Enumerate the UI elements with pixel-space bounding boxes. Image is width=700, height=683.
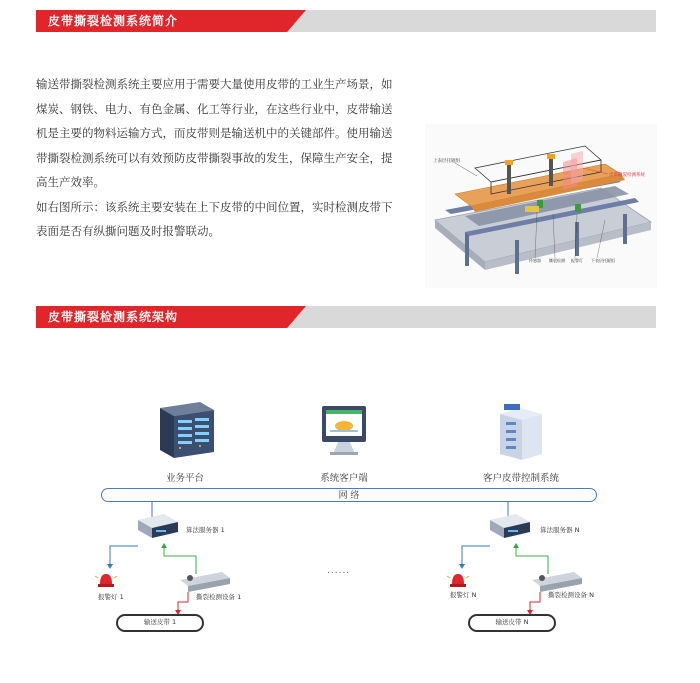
device-1-label: 撕裂检测设备 1 bbox=[196, 593, 242, 601]
control-cabinet-icon bbox=[500, 404, 542, 460]
photo-label-right: 皮带撕裂检测系统 bbox=[609, 173, 645, 178]
alarm-1-label: 报警灯 1 bbox=[98, 593, 124, 601]
photo-label-bottom-1: 传感器 bbox=[529, 258, 541, 263]
customer-control-label: 客户皮带控制系统 bbox=[482, 473, 559, 484]
alarm-light-1-icon bbox=[95, 574, 117, 587]
photo-label-bottom-4: 下表层托辊组 bbox=[591, 258, 615, 263]
network-label: 网 络 bbox=[338, 491, 360, 501]
intro-paragraph-1: 输送带撕裂检测系统主要应用于需要大量使用皮带的工业生产场景，如煤炭、钢铁、电力、有色金属、化工等行业，在这些行业中，皮带输送机是主要的物料运输方式，而皮带则是输送机中的关键部件。使用输送带撕裂检测系统可以有效预防皮带撕裂事故的发生，保障生产安全，提高生产效率。 bbox=[36, 77, 393, 189]
business-platform-label: 业务平台 bbox=[165, 473, 204, 484]
photo-label-top-left: 上表层托辊组 bbox=[433, 159, 460, 164]
section-title: 皮带撕裂检测系统简介 bbox=[48, 14, 179, 28]
client-label: 系统客户端 bbox=[320, 473, 368, 484]
server-n-label: 算法服务器 N bbox=[540, 526, 580, 534]
network-bar bbox=[101, 488, 597, 502]
belt-1-label: 输送皮带 1 bbox=[143, 618, 177, 626]
ellipsis: ...... bbox=[327, 566, 351, 576]
conveyor-belt-n bbox=[468, 614, 556, 632]
algorithm-server-1-icon bbox=[138, 514, 178, 538]
server-1-label: 算法服务器 1 bbox=[186, 526, 225, 534]
alarm-n-label: 报警灯 N bbox=[450, 591, 477, 599]
alarm-light-n-icon bbox=[447, 574, 469, 587]
algorithm-server-n-icon bbox=[490, 514, 530, 538]
photo-label-bottom-3: 报警灯 bbox=[571, 258, 583, 263]
intro-paragraph-2: 如右图所示：该系统主要安装在上下皮带的中间位置，实时检测皮带下表面是否有纵撕问题及时报警联动。 bbox=[36, 199, 393, 238]
server-rack-icon bbox=[160, 402, 214, 458]
photo-label-bottom-2: 撕裂检测 bbox=[549, 258, 565, 263]
conveyor-belt-1 bbox=[116, 614, 204, 632]
tear-detection-device-1-icon bbox=[180, 572, 230, 592]
monitor-icon bbox=[322, 406, 366, 455]
tear-detection-device-n-icon bbox=[532, 572, 582, 592]
section-title: 皮带撕裂检测系统架构 bbox=[48, 310, 179, 324]
device-n-label: 撕裂检测设备 N bbox=[548, 591, 594, 599]
belt-n-label: 输送皮带 N bbox=[495, 618, 529, 626]
